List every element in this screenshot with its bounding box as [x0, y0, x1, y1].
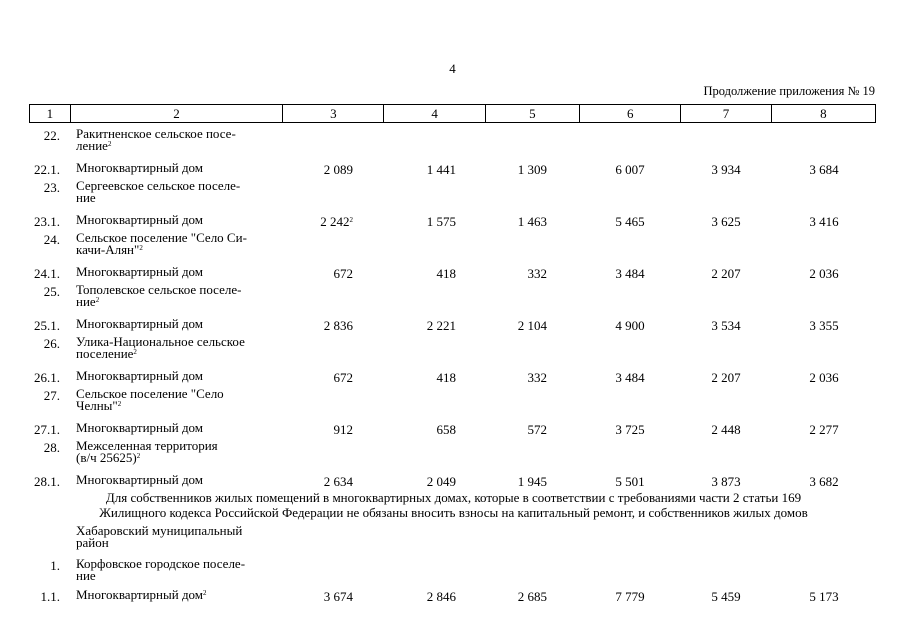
- row-number: 22.: [43, 128, 60, 143]
- page-number: 4: [449, 61, 456, 76]
- value-col-8: 5 173: [809, 589, 839, 604]
- row-number: 26.1.: [34, 370, 60, 385]
- value-col-5: 2 104: [517, 318, 547, 333]
- value-col-5: 572: [527, 422, 547, 437]
- value-col-4: 1 441: [426, 162, 456, 177]
- value-col-3: 2 634: [323, 474, 353, 489]
- value-col-8: 3 416: [809, 214, 839, 229]
- value-col-7: 3 873: [711, 474, 741, 489]
- value-col-5: 1 309: [517, 162, 547, 177]
- row-name: Многоквартирный дом: [76, 316, 204, 331]
- value-col-3: 672: [333, 266, 353, 281]
- row-name: Хабаровский муниципальный район: [76, 523, 243, 550]
- row-name: Межселенная территория (в/ч 25625)$^2$: [76, 438, 218, 465]
- row-number: 25.: [43, 284, 60, 299]
- row-name: Корфовское городское поселе- ние: [76, 556, 246, 583]
- value-col-4: 418: [436, 266, 456, 281]
- value-col-7: 2 207: [711, 266, 741, 281]
- value-col-3: 3 674: [323, 589, 353, 604]
- value-col-4: 1 575: [426, 214, 456, 229]
- row-number: 27.1.: [34, 422, 60, 437]
- row-number: 24.: [43, 232, 60, 247]
- row-number: 26.: [43, 336, 60, 351]
- value-col-5: 332: [527, 370, 547, 385]
- note-line: Жилищного кодекса Российской Федерации не обязаны вносить взносы на капитальный ремонт, и собственников жилых домов: [99, 505, 808, 520]
- row-number: 1.: [50, 558, 60, 573]
- header-col-4: 4: [384, 105, 485, 122]
- value-col-8: 2 036: [809, 370, 839, 385]
- row-name: Многоквартирный дом: [76, 212, 204, 227]
- row-name: Улика-Национальное сельское поселение$^2$: [76, 334, 245, 361]
- row-name: Сергеевское сельское поселе- ние: [76, 178, 241, 205]
- value-col-7: 2 207: [711, 370, 741, 385]
- value-col-5: 2 685: [517, 589, 547, 604]
- value-col-4: 2 846: [426, 589, 456, 604]
- value-col-7: 3 534: [711, 318, 741, 333]
- header-col-1: 1: [30, 105, 71, 122]
- row-number: 27.: [43, 388, 60, 403]
- value-col-4: 2 221: [426, 318, 456, 333]
- value-col-7: 5 459: [711, 589, 741, 604]
- row-name: Сельское поселение "Село Си- качи-Алян"$^2$: [76, 230, 247, 257]
- value-col-7: 3 934: [711, 162, 741, 177]
- header-col-8: 8: [820, 106, 827, 121]
- header-col-5: 5: [486, 105, 580, 122]
- note-line: Для собственников жилых помещений в многоквартирных домах, которые в соответствии с требованиями части 2 статьи 169: [105, 490, 802, 505]
- value-col-8: 2 277: [809, 422, 839, 437]
- row-number: 22.1.: [34, 162, 60, 177]
- value-col-7: 2 448: [711, 422, 741, 437]
- value-col-4: 2 049: [426, 474, 456, 489]
- value-col-8: 3 684: [809, 162, 839, 177]
- value-col-4: 418: [436, 370, 456, 385]
- continuation-label: Продолжение приложения № 19: [703, 84, 875, 98]
- value-col-5: 332: [527, 266, 547, 281]
- value-col-6: 6 007: [615, 162, 645, 177]
- row-number: 28.1.: [34, 474, 60, 489]
- row-name: Многоквартирный дом: [76, 368, 204, 383]
- row-name: Многоквартирный дом$^2$: [76, 587, 207, 602]
- row-number: 23.: [43, 180, 60, 195]
- value-col-6: 3 484: [615, 370, 645, 385]
- value-col-3: 2 089: [323, 162, 353, 177]
- row-name: Многоквартирный дом: [76, 160, 204, 175]
- table-header: [29, 104, 876, 123]
- header-col-3: 3: [283, 105, 384, 122]
- value-col-6: 4 900: [615, 318, 645, 333]
- value-col-7: 3 625: [711, 214, 741, 229]
- header-col-6: 6: [580, 105, 681, 122]
- value-col-3: 2 836: [323, 318, 353, 333]
- row-name: Многоквартирный дом: [76, 264, 204, 279]
- row-number: 28.: [43, 440, 60, 455]
- value-col-6: 5 501: [615, 474, 645, 489]
- row-name: Тополевское сельское поселе- ние$^2$: [76, 282, 242, 309]
- value-col-5: 1 945: [517, 474, 547, 489]
- value-col-6: 3 725: [615, 422, 645, 437]
- value-col-6: 7 779: [615, 589, 645, 604]
- value-col-8: 3 355: [809, 318, 839, 333]
- row-name: Многоквартирный дом: [76, 472, 204, 487]
- value-col-3: 912: [333, 422, 353, 437]
- value-col-8: 3 682: [809, 474, 839, 489]
- value-col-8: 2 036: [809, 266, 839, 281]
- value-col-3: 672: [333, 370, 353, 385]
- row-number: 23.1.: [34, 214, 60, 229]
- row-number: 24.1.: [34, 266, 60, 281]
- header-col-2: 2: [71, 105, 283, 122]
- row-number: 1.1.: [40, 589, 60, 604]
- section-note: [30, 490, 877, 520]
- value-col-6: 5 465: [615, 214, 645, 229]
- value-col-5: 1 463: [517, 214, 547, 229]
- value-col-3: 2 $242^2$: [320, 214, 353, 229]
- value-col-4: 658: [436, 422, 456, 437]
- row-name: Ракитненское сельское посе- ление$^2$: [76, 126, 236, 153]
- row-name: Сельское поселение "Село Челны"$^2$: [76, 386, 224, 413]
- header-col-7: 7: [681, 105, 771, 122]
- row-name: Многоквартирный дом: [76, 420, 204, 435]
- value-col-6: 3 484: [615, 266, 645, 281]
- row-number: 25.1.: [34, 318, 60, 333]
